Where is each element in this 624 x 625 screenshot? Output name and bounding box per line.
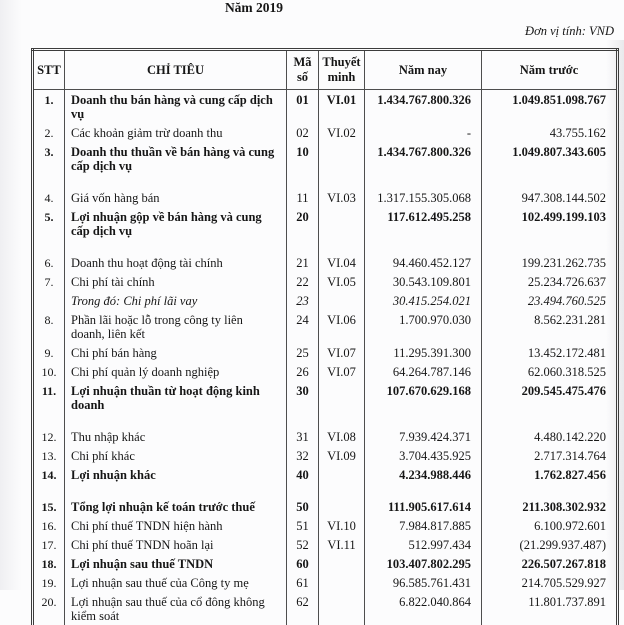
row-ma-so: 11 bbox=[287, 188, 319, 207]
row-thuyet-minh: VI.05 bbox=[319, 272, 365, 291]
row-label: Chi phí khác bbox=[65, 446, 287, 465]
page-title: Năm 2019 bbox=[0, 0, 508, 15]
row-nam-nay: 30.415.254.021 bbox=[365, 291, 482, 310]
row-nam-truoc: 13.452.172.481 bbox=[482, 343, 618, 362]
row-thuyet-minh bbox=[319, 465, 365, 484]
row-nam-truoc: 102.499.199.103 bbox=[482, 207, 618, 240]
table-row bbox=[33, 343, 618, 362]
row-thuyet-minh: VI.01 bbox=[319, 90, 365, 124]
row-thuyet-minh: VI.11 bbox=[319, 535, 365, 554]
table-row bbox=[33, 310, 618, 343]
row-nam-nay bbox=[365, 484, 482, 497]
row-stt: 7. bbox=[33, 272, 65, 291]
row-ma-so bbox=[287, 484, 319, 497]
header-nam-truoc: Năm trước bbox=[482, 50, 618, 90]
row-thuyet-minh: VI.04 bbox=[319, 253, 365, 272]
row-nam-nay bbox=[365, 414, 482, 427]
row-stt: 14. bbox=[33, 465, 65, 484]
row-label bbox=[65, 240, 287, 253]
row-nam-nay: 6.822.040.864 bbox=[365, 592, 482, 625]
row-stt: 8. bbox=[33, 310, 65, 343]
row-label: Doanh thu bán hàng và cung cấp dịch vụ bbox=[65, 90, 287, 124]
header-ma-so: Mã số bbox=[287, 50, 319, 90]
row-stt bbox=[33, 240, 65, 253]
table-row bbox=[33, 90, 618, 124]
row-nam-truoc: 4.480.142.220 bbox=[482, 427, 618, 446]
row-nam-nay: 107.670.629.168 bbox=[365, 381, 482, 414]
row-stt: 2. bbox=[33, 123, 65, 142]
row-nam-nay: 11.295.391.300 bbox=[365, 343, 482, 362]
row-ma-so: 31 bbox=[287, 427, 319, 446]
row-nam-nay: 94.460.452.127 bbox=[365, 253, 482, 272]
row-label: Giá vốn hàng bán bbox=[65, 188, 287, 207]
table-row bbox=[33, 554, 618, 573]
row-ma-so: 30 bbox=[287, 381, 319, 414]
row-nam-nay: 64.264.787.146 bbox=[365, 362, 482, 381]
header-thuyet-minh: Thuyết minh bbox=[319, 50, 365, 90]
row-stt: 3. bbox=[33, 142, 65, 175]
row-nam-truoc: 2.717.314.764 bbox=[482, 446, 618, 465]
row-nam-nay: 111.905.617.614 bbox=[365, 497, 482, 516]
row-thuyet-minh: VI.02 bbox=[319, 123, 365, 142]
row-nam-truoc: 11.801.737.891 bbox=[482, 592, 618, 625]
table-row bbox=[33, 188, 618, 207]
row-stt bbox=[33, 291, 65, 310]
row-nam-truoc: 1.049.851.098.767 bbox=[482, 90, 618, 124]
table-spacer-row bbox=[33, 175, 618, 188]
row-label: Tổng lợi nhuận kế toán trước thuế bbox=[65, 497, 287, 516]
row-nam-nay: 1.434.767.800.326 bbox=[365, 90, 482, 124]
row-stt: 19. bbox=[33, 573, 65, 592]
row-thuyet-minh bbox=[319, 240, 365, 253]
row-nam-truoc: 8.562.231.281 bbox=[482, 310, 618, 343]
row-thuyet-minh bbox=[319, 175, 365, 188]
row-stt: 17. bbox=[33, 535, 65, 554]
row-nam-truoc: 211.308.302.932 bbox=[482, 497, 618, 516]
row-label: Chi phí thuế TNDN hoãn lại bbox=[65, 535, 287, 554]
row-nam-truoc: 43.755.162 bbox=[482, 123, 618, 142]
row-thuyet-minh bbox=[319, 414, 365, 427]
row-stt: 16. bbox=[33, 516, 65, 535]
table-header bbox=[33, 50, 618, 90]
row-label bbox=[65, 484, 287, 497]
row-label: Lợi nhuận sau thuế của Công ty mẹ bbox=[65, 573, 287, 592]
row-thuyet-minh bbox=[319, 573, 365, 592]
row-label: Lợi nhuận thuần từ hoạt động kinh doanh bbox=[65, 381, 287, 414]
row-thuyet-minh bbox=[319, 592, 365, 625]
row-nam-truoc: 25.234.726.637 bbox=[482, 272, 618, 291]
row-stt: 6. bbox=[33, 253, 65, 272]
row-stt bbox=[33, 414, 65, 427]
row-nam-truoc: 209.545.475.476 bbox=[482, 381, 618, 414]
header-nam-nay: Năm nay bbox=[365, 50, 482, 90]
row-ma-so bbox=[287, 240, 319, 253]
row-nam-truoc: 62.060.318.525 bbox=[482, 362, 618, 381]
row-nam-nay: 7.939.424.371 bbox=[365, 427, 482, 446]
row-thuyet-minh: VI.07 bbox=[319, 343, 365, 362]
income-statement-table bbox=[31, 48, 619, 625]
table-row bbox=[33, 362, 618, 381]
row-ma-so: 61 bbox=[287, 573, 319, 592]
row-label bbox=[65, 175, 287, 188]
row-nam-truoc: 23.494.760.525 bbox=[482, 291, 618, 310]
row-nam-truoc: 226.507.267.818 bbox=[482, 554, 618, 573]
row-ma-so: 24 bbox=[287, 310, 319, 343]
row-nam-nay: 96.585.761.431 bbox=[365, 573, 482, 592]
row-nam-nay: 1.700.970.030 bbox=[365, 310, 482, 343]
row-nam-nay bbox=[365, 175, 482, 188]
table-row bbox=[33, 573, 618, 592]
row-nam-nay: - bbox=[365, 123, 482, 142]
table-row bbox=[33, 516, 618, 535]
table-spacer-row bbox=[33, 414, 618, 427]
row-label: Doanh thu hoạt động tài chính bbox=[65, 253, 287, 272]
table-row bbox=[33, 427, 618, 446]
row-thuyet-minh bbox=[319, 142, 365, 175]
row-label: Lợi nhuận gộp về bán hàng và cung cấp dịch vụ bbox=[65, 207, 287, 240]
row-nam-nay: 512.997.434 bbox=[365, 535, 482, 554]
row-ma-so: 51 bbox=[287, 516, 319, 535]
row-ma-so: 23 bbox=[287, 291, 319, 310]
row-ma-so: 52 bbox=[287, 535, 319, 554]
table-spacer-row bbox=[33, 484, 618, 497]
table-row bbox=[33, 253, 618, 272]
table-row bbox=[33, 272, 618, 291]
row-ma-so: 26 bbox=[287, 362, 319, 381]
row-ma-so: 50 bbox=[287, 497, 319, 516]
row-label: Chi phí quản lý doanh nghiệp bbox=[65, 362, 287, 381]
row-label: Chi phí tài chính bbox=[65, 272, 287, 291]
row-thuyet-minh: VI.10 bbox=[319, 516, 365, 535]
scan-left-shading bbox=[0, 0, 22, 590]
row-thuyet-minh: VI.03 bbox=[319, 188, 365, 207]
row-thuyet-minh bbox=[319, 554, 365, 573]
row-nam-nay: 103.407.802.295 bbox=[365, 554, 482, 573]
row-nam-nay: 1.317.155.305.068 bbox=[365, 188, 482, 207]
row-stt bbox=[33, 175, 65, 188]
row-nam-nay: 1.434.767.800.326 bbox=[365, 142, 482, 175]
row-nam-truoc bbox=[482, 484, 618, 497]
table-header-row bbox=[33, 50, 618, 90]
row-label: Lợi nhuận khác bbox=[65, 465, 287, 484]
row-thuyet-minh: VI.07 bbox=[319, 362, 365, 381]
row-stt: 4. bbox=[33, 188, 65, 207]
row-label: Thu nhập khác bbox=[65, 427, 287, 446]
row-label bbox=[65, 414, 287, 427]
table-body bbox=[33, 90, 618, 625]
row-label: Chi phí bán hàng bbox=[65, 343, 287, 362]
row-thuyet-minh bbox=[319, 291, 365, 310]
row-nam-truoc bbox=[482, 414, 618, 427]
row-nam-nay: 30.543.109.801 bbox=[365, 272, 482, 291]
row-label: Phần lãi hoặc lỗ trong công ty liên doanh, liên kết bbox=[65, 310, 287, 343]
row-nam-truoc: (21.299.937.487) bbox=[482, 535, 618, 554]
row-ma-so: 02 bbox=[287, 123, 319, 142]
row-thuyet-minh: VI.09 bbox=[319, 446, 365, 465]
row-nam-truoc: 199.231.262.735 bbox=[482, 253, 618, 272]
table-row bbox=[33, 291, 618, 310]
row-label: Chi phí thuế TNDN hiện hành bbox=[65, 516, 287, 535]
table-row bbox=[33, 592, 618, 625]
row-thuyet-minh bbox=[319, 484, 365, 497]
row-ma-so bbox=[287, 175, 319, 188]
row-nam-truoc bbox=[482, 240, 618, 253]
row-ma-so: 20 bbox=[287, 207, 319, 240]
row-ma-so bbox=[287, 414, 319, 427]
row-ma-so: 62 bbox=[287, 592, 319, 625]
row-thuyet-minh bbox=[319, 381, 365, 414]
row-stt: 10. bbox=[33, 362, 65, 381]
row-nam-truoc: 1.762.827.456 bbox=[482, 465, 618, 484]
table-row bbox=[33, 535, 618, 554]
row-ma-so: 01 bbox=[287, 90, 319, 124]
row-nam-truoc: 947.308.144.502 bbox=[482, 188, 618, 207]
row-label: Doanh thu thuần về bán hàng và cung cấp dịch vụ bbox=[65, 142, 287, 175]
row-stt: 11. bbox=[33, 381, 65, 414]
table-row bbox=[33, 497, 618, 516]
row-nam-nay bbox=[365, 240, 482, 253]
row-nam-nay: 3.704.435.925 bbox=[365, 446, 482, 465]
row-label: Lợi nhuận sau thuế của cổ đông không kiểm soát bbox=[65, 592, 287, 625]
row-stt: 9. bbox=[33, 343, 65, 362]
row-ma-so: 60 bbox=[287, 554, 319, 573]
row-nam-nay: 4.234.988.446 bbox=[365, 465, 482, 484]
table-row bbox=[33, 123, 618, 142]
row-stt: 5. bbox=[33, 207, 65, 240]
row-nam-truoc bbox=[482, 175, 618, 188]
row-label: Các khoản giảm trừ doanh thu bbox=[65, 123, 287, 142]
table-spacer-row bbox=[33, 240, 618, 253]
row-nam-nay: 117.612.495.258 bbox=[365, 207, 482, 240]
row-stt: 13. bbox=[33, 446, 65, 465]
unit-of-measure-note: Đơn vị tính: VND bbox=[525, 24, 614, 39]
row-nam-truoc: 6.100.972.601 bbox=[482, 516, 618, 535]
row-stt: 12. bbox=[33, 427, 65, 446]
row-ma-so: 21 bbox=[287, 253, 319, 272]
row-ma-so: 32 bbox=[287, 446, 319, 465]
row-stt: 18. bbox=[33, 554, 65, 573]
row-label: Lợi nhuận sau thuế TNDN bbox=[65, 554, 287, 573]
header-chi-tieu: CHỈ TIÊU bbox=[65, 50, 287, 90]
row-thuyet-minh: VI.08 bbox=[319, 427, 365, 446]
table-row bbox=[33, 381, 618, 414]
row-nam-truoc: 1.049.807.343.605 bbox=[482, 142, 618, 175]
row-stt: 20. bbox=[33, 592, 65, 625]
row-nam-truoc: 214.705.529.927 bbox=[482, 573, 618, 592]
table-row bbox=[33, 465, 618, 484]
table-row bbox=[33, 207, 618, 240]
row-stt: 15. bbox=[33, 497, 65, 516]
row-ma-so: 40 bbox=[287, 465, 319, 484]
row-thuyet-minh bbox=[319, 207, 365, 240]
header-stt: STT bbox=[33, 50, 65, 90]
row-nam-nay: 7.984.817.885 bbox=[365, 516, 482, 535]
row-ma-so: 25 bbox=[287, 343, 319, 362]
row-stt: 1. bbox=[33, 90, 65, 124]
row-thuyet-minh: VI.06 bbox=[319, 310, 365, 343]
row-ma-so: 22 bbox=[287, 272, 319, 291]
table-row bbox=[33, 446, 618, 465]
row-thuyet-minh bbox=[319, 497, 365, 516]
table-row bbox=[33, 142, 618, 175]
row-stt bbox=[33, 484, 65, 497]
row-label: Trong đó: Chi phí lãi vay bbox=[65, 291, 287, 310]
row-ma-so: 10 bbox=[287, 142, 319, 175]
